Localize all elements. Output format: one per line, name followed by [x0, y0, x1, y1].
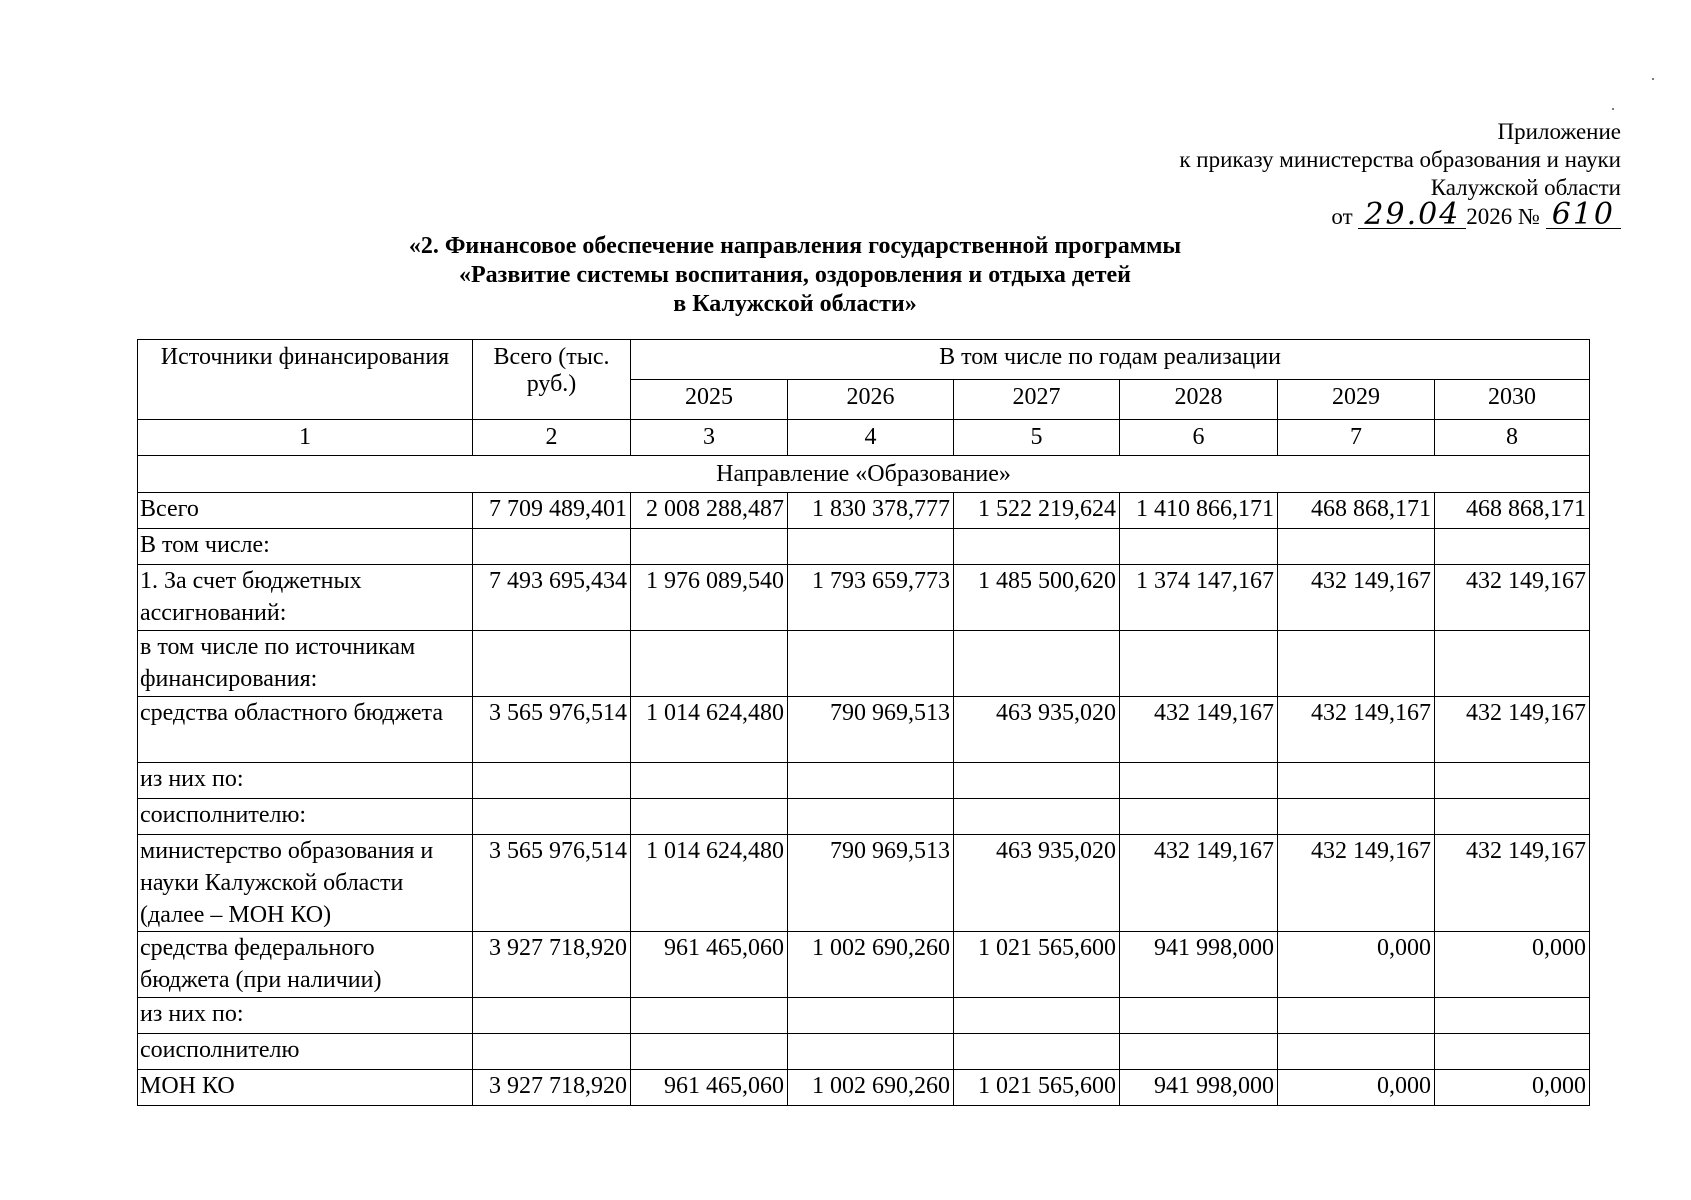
cell-year-value: [1278, 763, 1435, 799]
col-header-sources: Источники финансирования: [138, 340, 473, 420]
cell-year-value: 1 410 866,171: [1120, 493, 1278, 529]
cell-year-value: 432 149,167: [1435, 565, 1590, 631]
title-line-3: в Калужской области»: [673, 291, 917, 317]
row-label: средства федерального бюджета (при наличии): [138, 932, 473, 998]
cell-year-value: 1 002 690,260: [788, 1070, 954, 1106]
cell-year-value: [1120, 799, 1278, 835]
year-header: 2030: [1435, 380, 1590, 420]
cell-year-value: 1 793 659,773: [788, 565, 954, 631]
table-row: [138, 565, 1590, 631]
cell-year-value: 1 485 500,620: [954, 565, 1120, 631]
column-number-row: [138, 420, 1590, 456]
cell-total: 3 565 976,514: [473, 835, 631, 932]
table-row: [138, 697, 1590, 763]
cell-year-value: [631, 763, 788, 799]
cell-year-value: [1435, 799, 1590, 835]
cell-total: 3 565 976,514: [473, 697, 631, 763]
row-label: из них по:: [138, 998, 473, 1034]
cell-year-value: 1 014 624,480: [631, 697, 788, 763]
cell-total: [473, 631, 631, 697]
cell-year-value: [954, 763, 1120, 799]
column-number: 3: [631, 420, 788, 456]
cell-year-value: [788, 631, 954, 697]
cell-year-value: 2 008 288,487: [631, 493, 788, 529]
cell-year-value: [1120, 631, 1278, 697]
cell-year-value: [788, 998, 954, 1034]
cell-year-value: [1435, 998, 1590, 1034]
cell-total: [473, 998, 631, 1034]
table-row: [138, 529, 1590, 565]
financing-table: [137, 339, 1590, 1106]
row-label: соисполнителю: [138, 1034, 473, 1070]
section-title: Направление «Образование»: [138, 456, 1590, 493]
cell-year-value: [954, 631, 1120, 697]
date-year: 2026 №: [1466, 204, 1540, 229]
col-header-total: Всего (тыс. руб.): [473, 340, 631, 420]
date-prefix: от: [1331, 204, 1353, 229]
cell-year-value: [631, 1034, 788, 1070]
cell-year-value: 1 976 089,540: [631, 565, 788, 631]
cell-total: [473, 1034, 631, 1070]
cell-year-value: [954, 799, 1120, 835]
scan-speck: [1652, 78, 1654, 80]
cell-year-value: 790 969,513: [788, 835, 954, 932]
cell-year-value: 432 149,167: [1435, 835, 1590, 932]
cell-year-value: [1278, 529, 1435, 565]
table-row: [138, 763, 1590, 799]
cell-year-value: [1435, 763, 1590, 799]
year-header: 2025: [631, 380, 788, 420]
column-number: 7: [1278, 420, 1435, 456]
table-row: [138, 799, 1590, 835]
table-row: [138, 493, 1590, 529]
cell-year-value: 0,000: [1278, 1070, 1435, 1106]
column-number: 8: [1435, 420, 1590, 456]
cell-year-value: [954, 529, 1120, 565]
row-label: из них по:: [138, 763, 473, 799]
table-row: [138, 1034, 1590, 1070]
cell-year-value: 468 868,171: [1278, 493, 1435, 529]
column-number: 2: [473, 420, 631, 456]
cell-year-value: 1 830 378,777: [788, 493, 954, 529]
cell-year-value: 0,000: [1278, 932, 1435, 998]
cell-year-value: [631, 998, 788, 1034]
row-label: в том числе по источникам финансирования:: [138, 631, 473, 697]
cell-year-value: 1 014 624,480: [631, 835, 788, 932]
row-label: средства областного бюджета: [138, 697, 473, 763]
cell-year-value: [1435, 529, 1590, 565]
cell-total: [473, 763, 631, 799]
cell-year-value: [1435, 1034, 1590, 1070]
cell-year-value: [631, 799, 788, 835]
table-row: [138, 1070, 1590, 1106]
row-label: 1. За счет бюджетных ассигнований:: [138, 565, 473, 631]
cell-year-value: 790 969,513: [788, 697, 954, 763]
cell-year-value: 941 998,000: [1120, 1070, 1278, 1106]
cell-year-value: [1120, 529, 1278, 565]
cell-year-value: 432 149,167: [1278, 565, 1435, 631]
year-header: 2028: [1120, 380, 1278, 420]
column-number: 5: [954, 420, 1120, 456]
cell-year-value: 961 465,060: [631, 1070, 788, 1106]
row-label: соисполнителю:: [138, 799, 473, 835]
cell-year-value: 961 465,060: [631, 932, 788, 998]
cell-total: 3 927 718,920: [473, 1070, 631, 1106]
cell-total: 7 709 489,401: [473, 493, 631, 529]
cell-total: 3 927 718,920: [473, 932, 631, 998]
header-date-line: [1179, 197, 1621, 232]
cell-year-value: [788, 529, 954, 565]
cell-year-value: 432 149,167: [1278, 835, 1435, 932]
cell-year-value: 1 002 690,260: [788, 932, 954, 998]
cell-year-value: [1120, 763, 1278, 799]
scan-speck: [1612, 108, 1614, 110]
column-number: 6: [1120, 420, 1278, 456]
row-label: министерство образования и науки Калужской области (далее – МОН КО): [138, 835, 473, 932]
title-line-2: «Развитие системы воспитания, оздоровления и отдыха детей: [459, 262, 1131, 288]
cell-year-value: [1278, 998, 1435, 1034]
header-appendix: Приложение: [1497, 119, 1621, 144]
header-region: Калужской области: [1430, 175, 1621, 200]
cell-year-value: 941 998,000: [1120, 932, 1278, 998]
table-row: [138, 631, 1590, 697]
column-number: 4: [788, 420, 954, 456]
year-header: 2026: [788, 380, 954, 420]
cell-year-value: [954, 1034, 1120, 1070]
document-title: [270, 232, 1320, 319]
cell-year-value: 463 935,020: [954, 835, 1120, 932]
cell-year-value: [1120, 998, 1278, 1034]
handwritten-order-number: 610: [1546, 202, 1621, 229]
cell-year-value: [631, 631, 788, 697]
cell-year-value: 468 868,171: [1435, 493, 1590, 529]
cell-year-value: [1435, 631, 1590, 697]
cell-year-value: 1 021 565,600: [954, 1070, 1120, 1106]
cell-year-value: [1278, 631, 1435, 697]
cell-year-value: [788, 763, 954, 799]
col-header-years-group: В том числе по годам реализации: [631, 340, 1590, 380]
table-row: [138, 835, 1590, 932]
cell-year-value: 0,000: [1435, 932, 1590, 998]
cell-year-value: [954, 998, 1120, 1034]
cell-year-value: [631, 529, 788, 565]
cell-year-value: 463 935,020: [954, 697, 1120, 763]
cell-year-value: 1 021 565,600: [954, 932, 1120, 998]
header-order-ref: к приказу министерства образования и науки: [1179, 147, 1621, 172]
cell-year-value: 432 149,167: [1435, 697, 1590, 763]
year-header: 2029: [1278, 380, 1435, 420]
cell-total: 7 493 695,434: [473, 565, 631, 631]
cell-year-value: 1 374 147,167: [1120, 565, 1278, 631]
cell-year-value: [1278, 1034, 1435, 1070]
cell-year-value: 0,000: [1435, 1070, 1590, 1106]
cell-year-value: [788, 799, 954, 835]
section-row: [138, 456, 1590, 493]
row-label: Всего: [138, 493, 473, 529]
cell-year-value: 1 522 219,624: [954, 493, 1120, 529]
table-row: [138, 932, 1590, 998]
cell-year-value: 432 149,167: [1278, 697, 1435, 763]
title-line-1: «2. Финансовое обеспечение направления государственной программы: [408, 233, 1182, 259]
approval-header: [1179, 118, 1621, 231]
cell-year-value: [788, 1034, 954, 1070]
row-label: МОН КО: [138, 1070, 473, 1106]
cell-year-value: 432 149,167: [1120, 835, 1278, 932]
cell-total: [473, 529, 631, 565]
handwritten-date: 29.04: [1358, 202, 1466, 229]
header-row-1: [138, 340, 1590, 380]
column-number: 1: [138, 420, 473, 456]
cell-total: [473, 799, 631, 835]
table-row: [138, 998, 1590, 1034]
year-header: 2027: [954, 380, 1120, 420]
cell-year-value: [1278, 799, 1435, 835]
cell-year-value: 432 149,167: [1120, 697, 1278, 763]
row-label: В том числе:: [138, 529, 473, 565]
cell-year-value: [1120, 1034, 1278, 1070]
